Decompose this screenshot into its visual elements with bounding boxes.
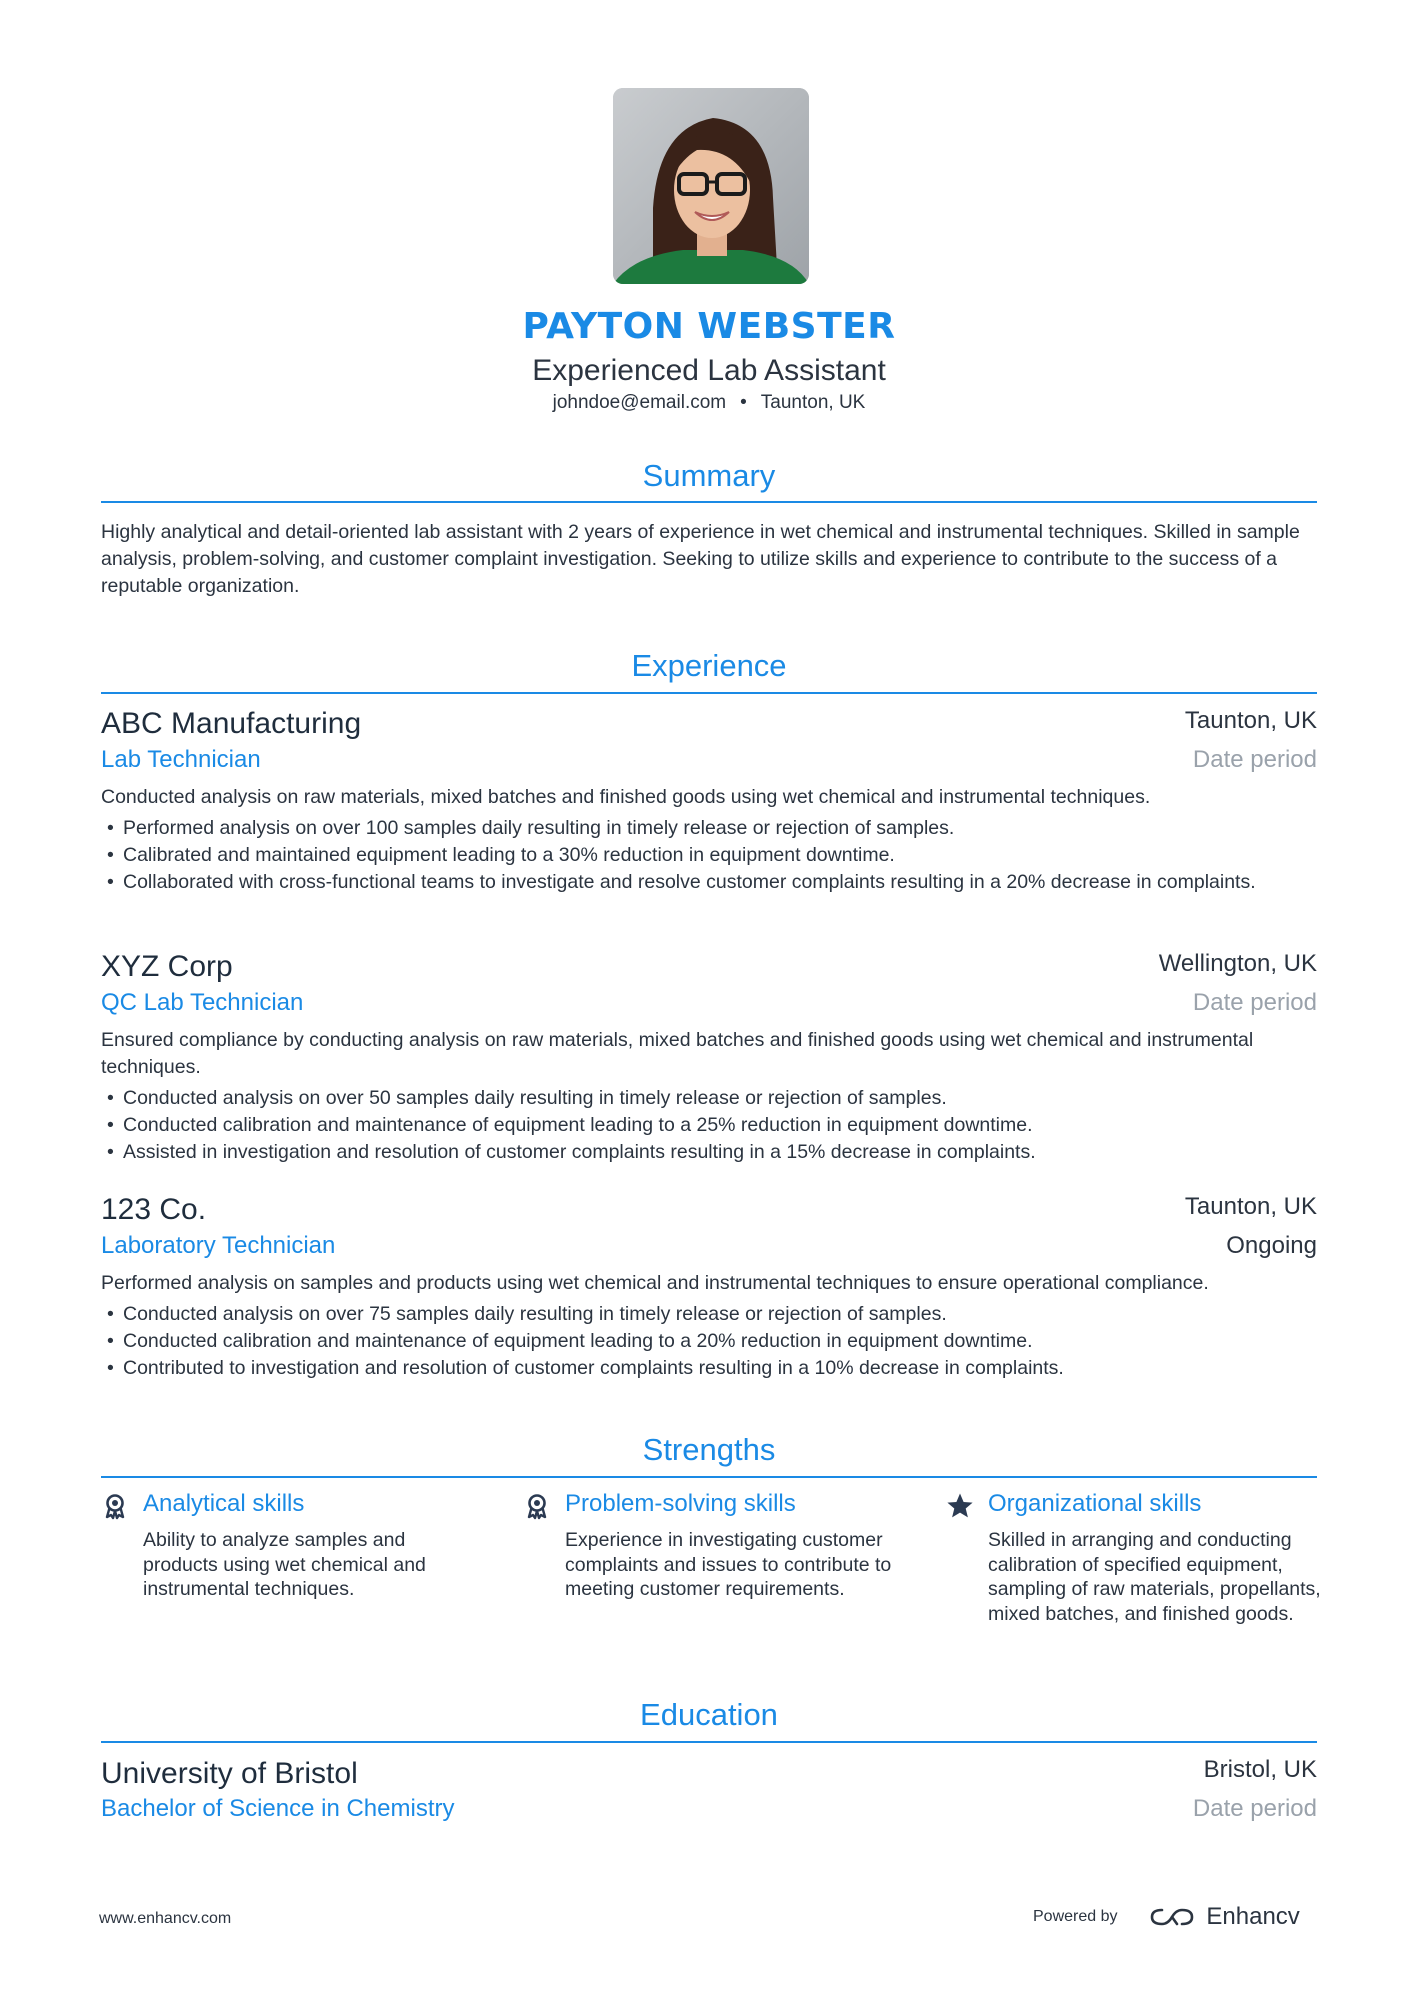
- summary-text: Highly analytical and detail-oriented lab assistant with 2 years of experience in wet chemical and instrumental techniques. Skilled in sample analysis, problem-solving, and customer complaint investigation. Seeking to utilize skills and experience to contribute to the success of a reputable organization.: [101, 521, 1300, 597]
- brand-name: Enhancv: [1206, 1903, 1300, 1930]
- list-item: • Conducted calibration and maintenance of equipment leading to a 25% reduction in equipment downtime.: [101, 1112, 1317, 1139]
- list-item: • Collaborated with cross-functional teams to investigate and resolve customer complaints resulting in a 20% decrease in complaints.: [101, 869, 1317, 896]
- job-date: Ongoing: [1226, 1232, 1317, 1259]
- company-name: ABC Manufacturing: [101, 707, 362, 740]
- company-name: 123 Co.: [101, 1193, 207, 1226]
- strength-title: Analytical skills: [143, 1490, 305, 1517]
- contact-line: [101, 392, 1317, 414]
- profile-photo: [613, 88, 809, 284]
- list-item: • Performed analysis on over 100 samples daily resulting in timely release or rejection of samples.: [101, 815, 1317, 842]
- job-location: Wellington, UK: [1158, 950, 1317, 977]
- award-icon: [101, 1492, 129, 1520]
- job-description: Ensured compliance by conducting analysis on raw materials, mixed batches and finished goods using wet chemical and instrumental techniques.: [101, 1029, 1254, 1078]
- email-text[interactable]: johndoe@email.com: [552, 392, 727, 413]
- list-item: • Contributed to investigation and resolution of customer complaints resulting in a 10% decrease in complaints.: [101, 1355, 1317, 1382]
- award-icon: [523, 1492, 551, 1520]
- job-role: Lab Technician: [101, 746, 261, 773]
- job-role: Laboratory Technician: [101, 1232, 336, 1259]
- job-description: Conducted analysis on raw materials, mixed batches and finished goods using wet chemical and instrumental techniques.: [101, 786, 1151, 808]
- strength-description: Skilled in arranging and conducting calibration of specified equipment, sampling of raw materials, propellants, mixed batches, and finished goods.: [988, 1529, 1321, 1625]
- candidate-headline: Experienced Lab Assistant: [532, 354, 886, 387]
- list-item: • Assisted in investigation and resolution of customer complaints resulting in a 15% decrease in complaints.: [101, 1139, 1317, 1166]
- education-date: Date period: [1192, 1795, 1317, 1822]
- school-name: University of Bristol: [101, 1757, 358, 1790]
- education-divider: [101, 1741, 1317, 1743]
- location-text: Taunton, UK: [760, 392, 866, 413]
- list-item: • Conducted calibration and maintenance of equipment leading to a 20% reduction in equipment downtime.: [101, 1328, 1317, 1355]
- list-item: • Calibrated and maintained equipment leading to a 30% reduction in equipment downtime.: [101, 842, 1317, 869]
- list-item: • Conducted analysis on over 50 samples daily resulting in timely release or rejection of samples.: [101, 1085, 1317, 1112]
- degree-name: Bachelor of Science in Chemistry: [101, 1795, 455, 1822]
- footer-branding: [1033, 1903, 1300, 1931]
- strengths-divider: [101, 1476, 1317, 1478]
- job-bullets: [101, 1085, 1317, 1166]
- summary-title: Summary: [642, 458, 776, 493]
- job-date: Date period: [1192, 746, 1317, 773]
- job-description: Performed analysis on samples and products using wet chemical and instrumental techniques to ensure operational compliance.: [101, 1272, 1209, 1294]
- list-item: • Conducted analysis on over 75 samples daily resulting in timely release or rejection of samples.: [101, 1301, 1317, 1328]
- job-date: Date period: [1192, 989, 1317, 1016]
- candidate-name: PAYTON WEBSTER: [522, 306, 896, 347]
- strength-description: Ability to analyze samples and products using wet chemical and instrumental techniques.: [143, 1529, 426, 1600]
- strengths-title: Strengths: [642, 1432, 776, 1467]
- strength-title: Problem-solving skills: [565, 1490, 796, 1517]
- summary-divider: [101, 501, 1317, 503]
- footer-website[interactable]: www.enhancv.com: [99, 1910, 232, 1927]
- strength-title: Organizational skills: [988, 1490, 1202, 1517]
- school-location: Bristol, UK: [1203, 1756, 1317, 1783]
- powered-by-label: Powered by: [1033, 1908, 1118, 1925]
- job-location: Taunton, UK: [1184, 1193, 1317, 1220]
- enhancv-logo-icon: [1148, 1905, 1196, 1929]
- job-bullets: [101, 815, 1317, 896]
- job-location: Taunton, UK: [1184, 707, 1317, 734]
- education-title: Education: [640, 1697, 778, 1732]
- portrait-image: [613, 88, 809, 284]
- job-role: QC Lab Technician: [101, 989, 304, 1016]
- experience-divider: [101, 692, 1317, 694]
- separator-dot: •: [740, 392, 747, 413]
- star-icon: [946, 1492, 974, 1520]
- job-bullets: [101, 1301, 1317, 1382]
- experience-title: Experience: [631, 648, 787, 683]
- strength-description: Experience in investigating customer complaints and issues to contribute to meeting customer requirements.: [565, 1529, 892, 1600]
- company-name: XYZ Corp: [101, 950, 233, 983]
